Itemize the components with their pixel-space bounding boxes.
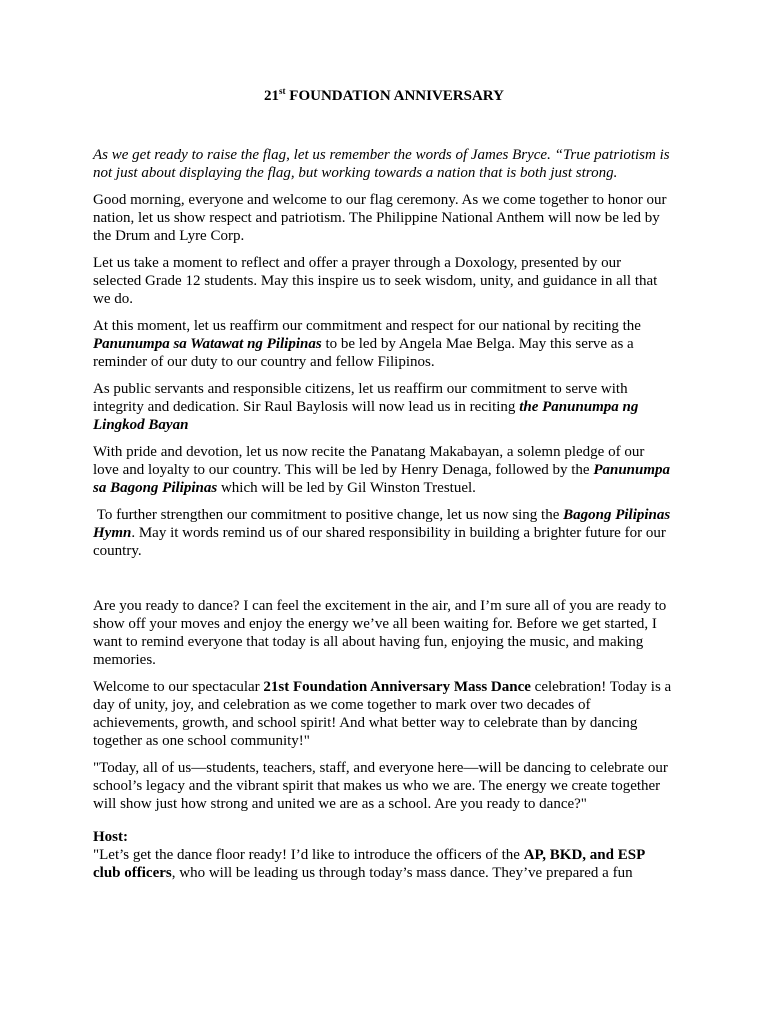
text-run: . May it words remind us of our shared responsibility in building a brighter future for our country. [93,525,666,559]
text-run: celebration! Today is a day of unity, joy, and celebration as we come together to mark over two decades of achievements, growth, and school spirit! And what better way to celebrate than by dancing together as one school community!" [93,679,672,749]
bold-italic-run: the Panunumpa ng Lingkod Bayan [93,399,639,433]
text-run: "Let’s get the dance floor ready! I’d like to introduce the officers of the [93,847,524,863]
text-run: With pride and devotion, let us now recite the Panatang Makabayan, a solemn pledge of our love and loyalty to our country. This will be led by Henry Denaga, followed by the [93,444,645,478]
document-page [93,86,673,891]
paragraph-lingkod-bayan [93,380,673,434]
text-run: , who will be leading us through today’s mass dance. They’ve prepared a fun [171,865,633,881]
bold-italic-run: Panunumpa sa Watawat ng Pilipinas [93,336,322,352]
title-text: FOUNDATION ANNIVERSARY [285,88,504,104]
bold-run: AP, BKD, and ESP club officers [93,847,645,881]
paragraph-ready-to-dance: Are you ready to dance? I can feel the excitement in the air, and I’m sure all of you are ready to show off your moves and enjoy the energy we’ve all been waiting for. Before we get started, I want to remind everyone that today is all about having fun, enjoying the music, and making memories. [93,598,667,668]
paragraph-hymn [93,506,673,560]
text-run: which will be led by Gil Winston Trestuel. [217,480,476,496]
text-run: At this moment, let us reaffirm our commitment and respect for our national by reciting the [93,318,641,334]
text-run: Welcome to our spectacular [93,679,264,695]
opening-quote: As we get ready to raise the flag, let us remember the words of James Bryce. “True patriotism is not just about displaying the flag, but working towards a nation that is both just strong. [93,147,670,181]
text-run: To further strengthen our commitment to positive change, let us now sing the [93,507,564,523]
bold-italic-run: Bagong Pilipinas Hymn [93,507,671,541]
bold-run: 21st Foundation Anniversary Mass Dance [263,679,531,695]
title-ordinal-suffix: st [279,86,286,96]
host-label: Host: [93,829,128,845]
paragraph-panatang-makabayan [93,443,673,497]
text-run: As public servants and responsible citizens, let us reaffirm our commitment to serve with integrity and dedication. Sir Raul Baylosis will now lead us in reciting [93,381,628,415]
document-title [93,86,673,106]
paragraph-doxology: Let us take a moment to reflect and offer a prayer through a Doxology, presented by our selected Grade 12 students. May this inspire us to seek wisdom, unity, and guidance in all that we do. [93,255,658,307]
paragraph-panunumpa-watawat [93,317,673,371]
paragraph-welcome: Good morning, everyone and welcome to our flag ceremony. As we come together to honor our nation, let us show respect and patriotism. The Philippine National Anthem will now be led by the Drum and Lyre Corp. [93,192,667,244]
title-number: 21 [264,88,280,104]
bold-italic-run: Panunumpa sa Bagong Pilipinas [93,462,671,496]
paragraph-school-legacy: "Today, all of us—students, teachers, staff, and everyone here—will be dancing to celebrate our school’s legacy and the vibrant spirit that makes us who we are. The energy we create together will show just how strong and united we are as a school. Are you ready to dance?" [93,760,668,812]
paragraph-host-intro [93,846,673,882]
text-run: to be led by Angela Mae Belga. May this serve as a reminder of our duty to our country and fellow Filipinos. [93,336,634,370]
paragraph-mass-dance-welcome [93,678,673,750]
